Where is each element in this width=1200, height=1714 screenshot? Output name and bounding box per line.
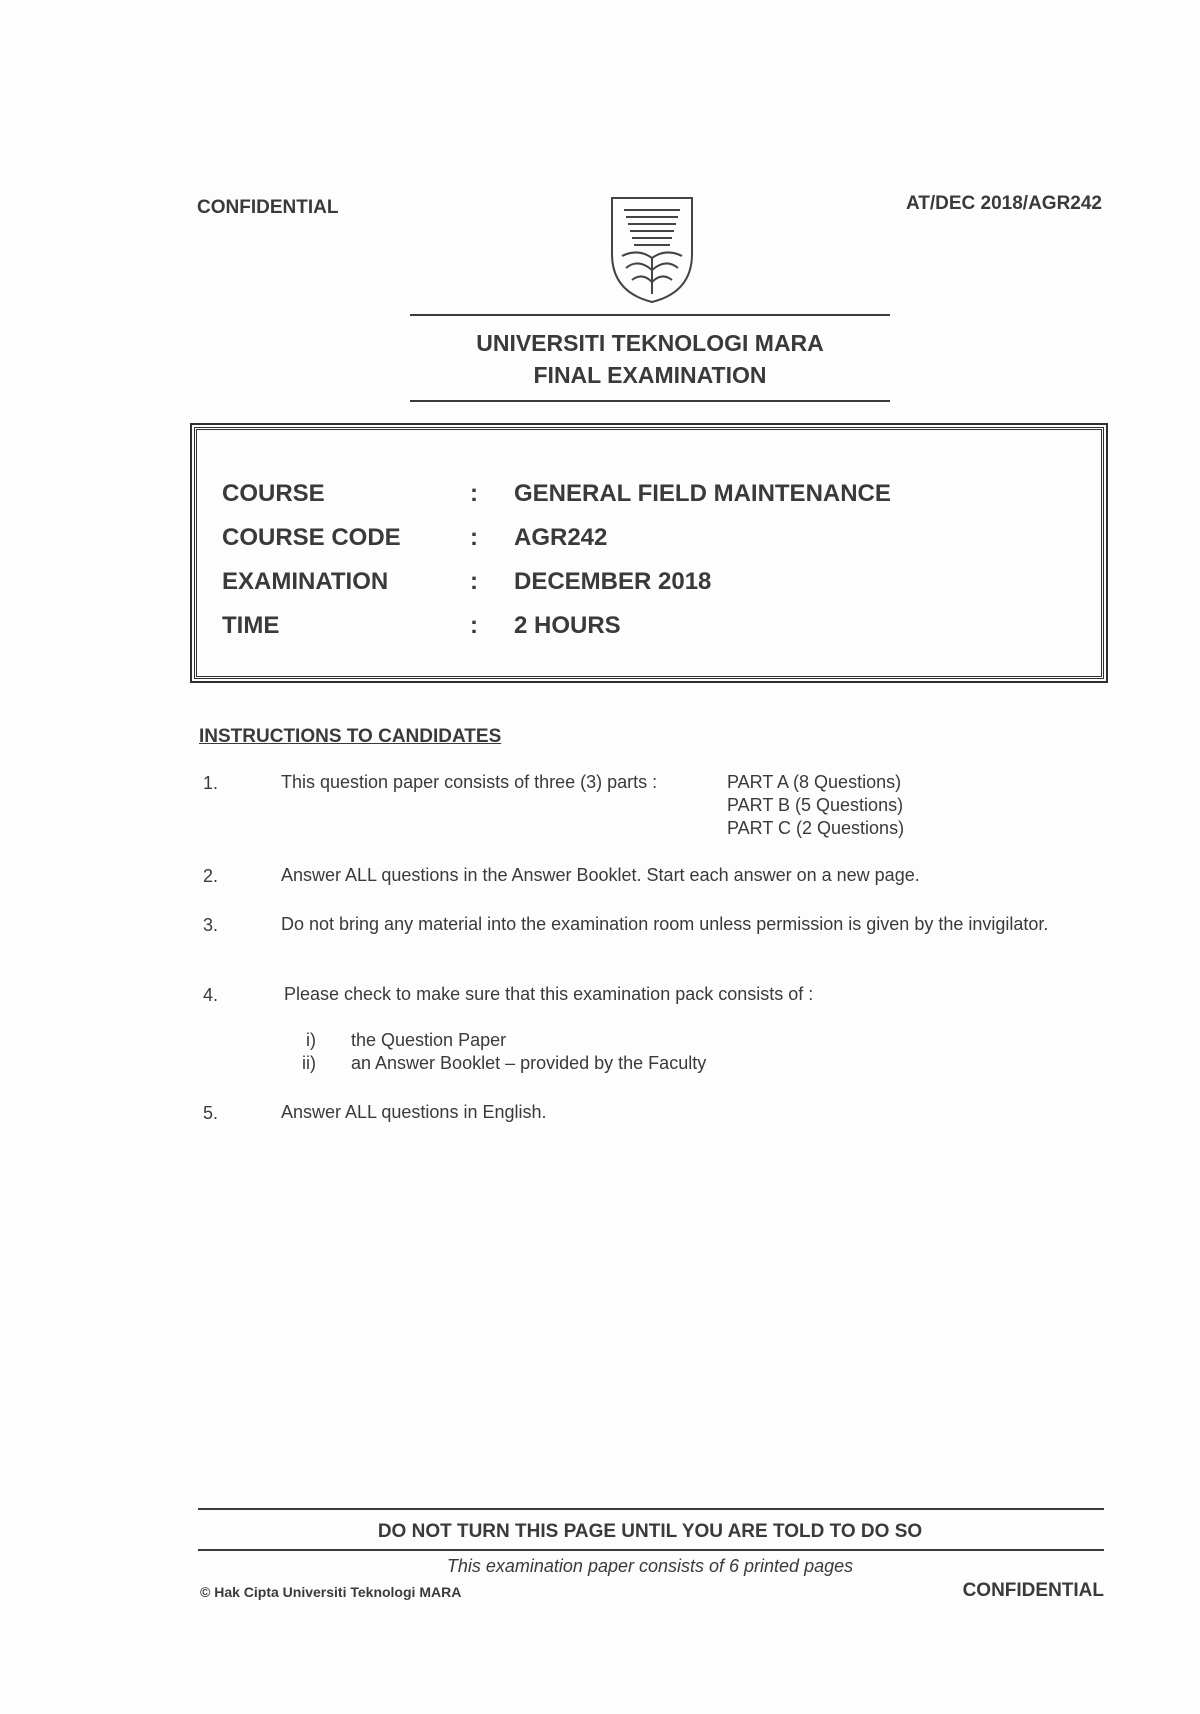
instructions-title: INSTRUCTIONS TO CANDIDATES <box>199 726 502 747</box>
time-separator: : <box>470 612 478 639</box>
subitem-text-2: an Answer Booklet – provided by the Faculty <box>351 1053 707 1073</box>
subitem-marker-1: i) <box>306 1030 316 1050</box>
footer-page-count: This examination paper consists of 6 printed pages <box>446 1556 854 1576</box>
examination-separator: : <box>470 568 478 595</box>
header-reference: AT/DEC 2018/AGR242 <box>905 193 1102 214</box>
examination-label: EXAMINATION <box>222 568 389 595</box>
part-c: PART C (2 Questions) <box>727 818 905 838</box>
time-value: 2 HOURS <box>514 612 621 639</box>
subitem-marker-2: ii) <box>302 1053 316 1073</box>
examination-value: DECEMBER 2018 <box>514 568 712 595</box>
footer-copyright: © Hak Cipta Universiti Teknologi MARA <box>200 1584 462 1600</box>
instruction-number-5: 5. <box>203 1103 219 1123</box>
instruction-text-5: Answer ALL questions in English. <box>281 1102 547 1122</box>
footer-confidential: CONFIDENTIAL <box>962 1580 1104 1601</box>
title-bottom-rule <box>410 400 890 402</box>
university-name: UNIVERSITI TEKNOLOGI MARA <box>476 330 824 356</box>
time-label: TIME <box>222 612 280 639</box>
course-value: GENERAL FIELD MAINTENANCE <box>514 480 891 507</box>
header-confidential: CONFIDENTIAL <box>197 197 339 218</box>
course-label: COURSE <box>222 480 325 507</box>
subitem-text-1: the Question Paper <box>351 1030 507 1050</box>
instruction-text-4: Please check to make sure that this examination pack consists of : <box>284 984 814 1004</box>
instruction-number-2: 2. <box>203 866 219 886</box>
instruction-text-3: Do not bring any material into the examination room unless permission is given by the invigilator. <box>281 914 1049 934</box>
exam-title: FINAL EXAMINATION <box>533 362 767 388</box>
footer-bottom-rule <box>198 1549 1104 1551</box>
part-a: PART A (8 Questions) <box>727 772 902 792</box>
instruction-number-1: 1. <box>203 773 219 793</box>
footer-top-rule <box>198 1508 1104 1510</box>
instruction-number-4: 4. <box>203 985 219 1005</box>
course-code-value: AGR242 <box>514 524 608 551</box>
instruction-text-1: This question paper consists of three (3) parts : <box>281 772 658 792</box>
course-info-box <box>194 427 1104 679</box>
course-separator: : <box>470 480 478 507</box>
part-b: PART B (5 Questions) <box>727 795 904 815</box>
course-code-separator: : <box>470 524 478 551</box>
footer-warning: DO NOT TURN THIS PAGE UNTIL YOU ARE TOLD TO DO SO <box>377 1521 923 1542</box>
title-top-rule <box>410 314 890 316</box>
university-crest-logo <box>608 196 696 304</box>
instruction-text-2: Answer ALL questions in the Answer Booklet. Start each answer on a new page. <box>281 865 920 885</box>
instruction-number-3: 3. <box>203 915 219 935</box>
course-code-label: COURSE CODE <box>222 524 401 551</box>
